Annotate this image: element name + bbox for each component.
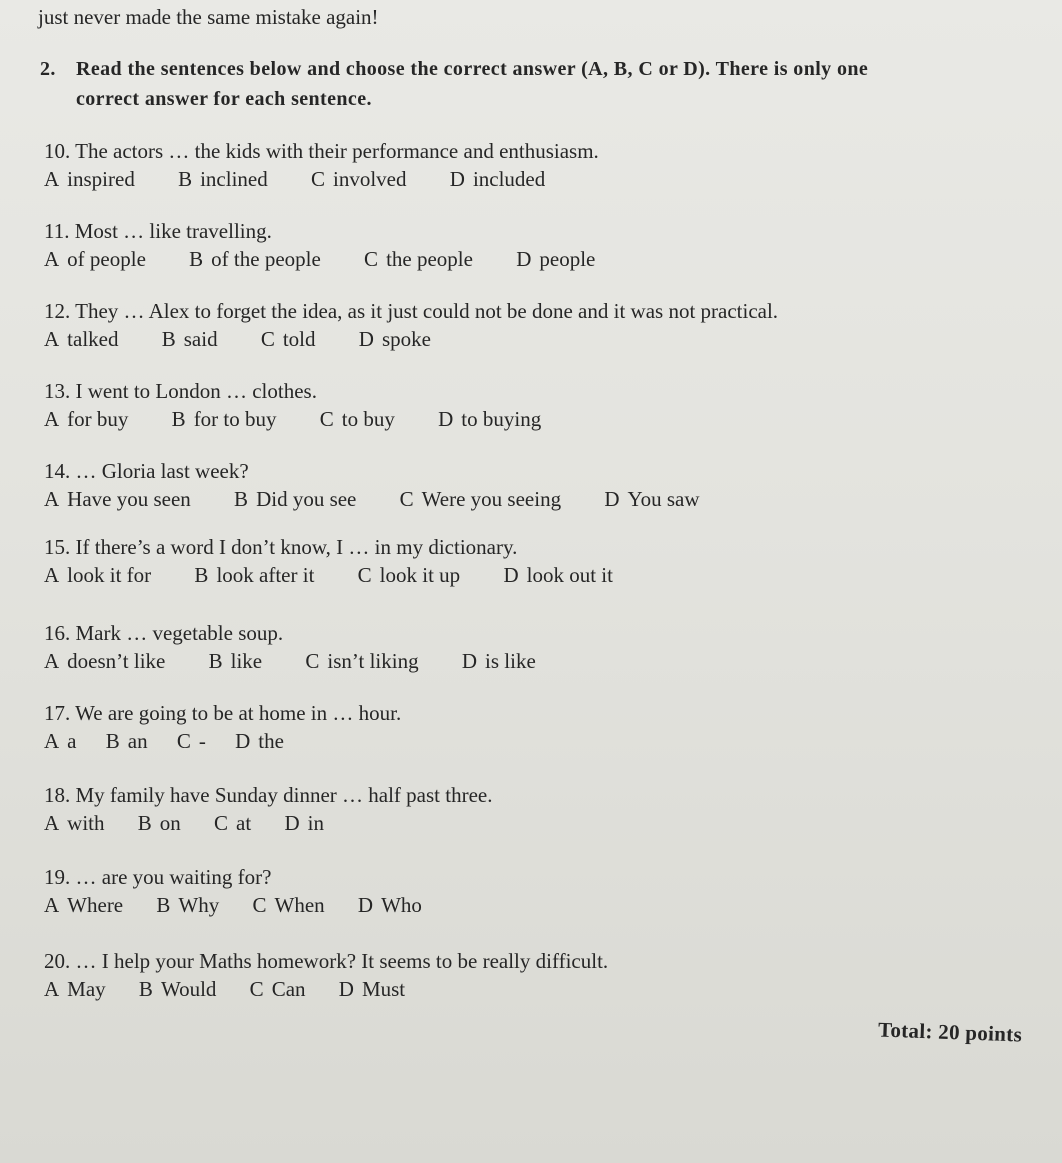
option-letter: B: [234, 487, 249, 511]
question-stem: [44, 138, 599, 164]
question-number: 20.: [44, 949, 71, 973]
option-text: Who: [381, 893, 422, 917]
option-letter: D: [461, 649, 478, 673]
option-letter: D: [357, 893, 374, 917]
option-d[interactable]: [339, 976, 405, 1002]
option-letter: A: [44, 893, 60, 917]
question-number: 11.: [44, 219, 70, 243]
question-13: [44, 378, 579, 432]
question-text: If there’s a word I don’t know, I … in my dictionary.: [75, 535, 518, 559]
option-a[interactable]: [44, 728, 77, 754]
total-points: Total: 20 points: [877, 1017, 1023, 1047]
option-text: -: [198, 729, 206, 753]
task-instruction-line2: correct answer for each sentence.: [76, 88, 372, 110]
option-d[interactable]: [438, 406, 541, 432]
option-text: of the people: [211, 247, 321, 271]
option-c[interactable]: [311, 166, 407, 192]
option-text: May: [67, 977, 106, 1001]
option-text: Did you see: [256, 487, 357, 511]
option-text: like: [230, 649, 263, 673]
question-number: 16.: [44, 621, 71, 645]
option-letter: D: [284, 811, 300, 835]
option-c[interactable]: [214, 810, 251, 836]
question-text: Most … like travelling.: [74, 219, 272, 243]
option-text: for to buy: [193, 407, 277, 431]
question-stem: [44, 534, 651, 560]
option-letter: B: [138, 977, 153, 1001]
option-letter: C: [399, 487, 414, 511]
option-letter: C: [260, 327, 275, 351]
option-letter: A: [44, 563, 60, 587]
question-number: 12.: [44, 299, 71, 323]
option-letter: B: [178, 167, 193, 191]
task-number: 2.: [40, 58, 56, 80]
option-letter: B: [156, 893, 171, 917]
option-letter: C: [364, 247, 379, 271]
option-letter: C: [214, 811, 229, 835]
option-d[interactable]: [235, 728, 284, 754]
option-letter: D: [235, 729, 251, 753]
option-letter: C: [311, 167, 326, 191]
option-text: look after it: [216, 563, 315, 587]
option-letter: B: [105, 729, 120, 753]
option-text: spoke: [381, 327, 431, 351]
option-letter: B: [171, 407, 186, 431]
option-letter: D: [503, 563, 519, 587]
question-18: [44, 782, 492, 836]
option-text: of people: [67, 247, 146, 271]
question-16: [44, 620, 574, 674]
option-text: isn’t liking: [327, 649, 419, 673]
option-letter: C: [319, 407, 334, 431]
option-text: Have you seen: [67, 487, 191, 511]
question-17: [44, 700, 401, 754]
option-letter: B: [194, 563, 209, 587]
question-stem: [44, 458, 738, 484]
option-d[interactable]: [450, 166, 545, 192]
option-text: at: [236, 811, 252, 835]
option-letter: A: [44, 729, 60, 753]
option-letter: B: [161, 327, 176, 351]
answer-options: [44, 728, 401, 754]
option-b[interactable]: [162, 326, 218, 352]
option-b[interactable]: [234, 486, 356, 512]
option-text: included: [472, 167, 546, 191]
option-a[interactable]: [44, 326, 118, 352]
option-a[interactable]: [44, 166, 135, 192]
question-stem: [44, 620, 574, 646]
option-d[interactable]: [516, 246, 595, 272]
question-text: … are you waiting for?: [75, 865, 272, 889]
question-stem: [44, 782, 492, 808]
option-letter: D: [338, 977, 354, 1001]
option-text: the people: [386, 247, 473, 271]
option-text: on: [159, 811, 181, 835]
option-text: Were you seeing: [421, 487, 562, 511]
option-text: involved: [333, 167, 407, 191]
question-text: The actors … the kids with their performance and enthusiasm.: [75, 139, 599, 163]
option-c[interactable]: [177, 728, 206, 754]
option-a[interactable]: [44, 486, 191, 512]
question-stem: [44, 298, 778, 324]
option-text: to buy: [341, 407, 395, 431]
option-text: told: [282, 327, 316, 351]
task-instruction-line1: [40, 56, 868, 82]
question-text: Mark … vegetable soup.: [75, 621, 284, 645]
option-text: talked: [67, 327, 119, 351]
question-text: We are going to be at home in … hour.: [75, 701, 402, 725]
option-text: a: [67, 729, 77, 753]
question-number: 19.: [44, 865, 71, 889]
option-text: Must: [361, 977, 406, 1001]
option-text: is like: [485, 649, 536, 673]
option-text: inspired: [67, 167, 135, 191]
question-stem: [44, 864, 460, 890]
option-a[interactable]: [44, 810, 105, 836]
option-c[interactable]: [400, 486, 561, 512]
question-number: 17.: [44, 701, 71, 725]
answer-options: [44, 166, 599, 192]
question-number: 10.: [44, 139, 71, 163]
option-d[interactable]: [604, 486, 699, 512]
option-letter: A: [44, 327, 60, 351]
option-letter: D: [438, 407, 454, 431]
option-letter: C: [357, 563, 372, 587]
option-text: with: [67, 811, 105, 835]
option-b[interactable]: [209, 648, 263, 674]
option-letter: D: [604, 487, 620, 511]
answer-options: [44, 326, 778, 352]
question-stem: [44, 700, 401, 726]
option-letter: A: [44, 247, 60, 271]
option-a[interactable]: [44, 246, 146, 272]
option-text: look it up: [379, 563, 461, 587]
option-text: look out it: [526, 563, 613, 587]
question-number: 15.: [44, 535, 71, 559]
answer-options: [44, 406, 579, 432]
question-stem: [44, 378, 579, 404]
question-text: They … Alex to forget the idea, as it just could not be done and it was not practical.: [75, 299, 779, 323]
answer-options: [44, 892, 460, 918]
option-b[interactable]: [178, 166, 268, 192]
option-text: to buying: [461, 407, 542, 431]
option-c[interactable]: [320, 406, 395, 432]
option-letter: D: [449, 167, 465, 191]
option-text: Can: [271, 977, 306, 1001]
option-letter: B: [208, 649, 223, 673]
option-b[interactable]: [189, 246, 321, 272]
option-a[interactable]: [44, 648, 165, 674]
question-15: [44, 534, 651, 588]
question-number: 18.: [44, 783, 71, 807]
option-a[interactable]: [44, 976, 106, 1002]
option-text: for buy: [67, 407, 129, 431]
option-text: people: [539, 247, 596, 271]
answer-options: [44, 648, 574, 674]
question-text: … Gloria last week?: [75, 459, 249, 483]
task-instruction-text-1: Read the sentences below and choose the correct answer (A, B, C or D). There is only one: [76, 58, 869, 80]
answer-options: [44, 246, 633, 272]
question-text: My family have Sunday dinner … half past three.: [75, 783, 493, 807]
option-text: Why: [178, 893, 220, 917]
question-14: [44, 458, 738, 512]
question-text: … I help your Maths homework? It seems to be really difficult.: [75, 949, 609, 973]
intro-line: just never made the same mistake again!: [38, 5, 379, 29]
option-b[interactable]: [156, 892, 219, 918]
option-c[interactable]: [364, 246, 473, 272]
question-text: I went to London … clothes.: [75, 379, 317, 403]
option-letter: D: [516, 247, 532, 271]
option-d[interactable]: [503, 562, 613, 588]
option-b[interactable]: [106, 728, 148, 754]
option-text: doesn’t like: [67, 649, 166, 673]
option-letter: A: [44, 977, 60, 1001]
option-letter: A: [44, 811, 60, 835]
option-letter: A: [44, 649, 60, 673]
option-text: When: [274, 893, 325, 917]
option-d[interactable]: [462, 648, 536, 674]
option-b[interactable]: [138, 810, 181, 836]
option-letter: B: [189, 247, 204, 271]
option-letter: A: [44, 487, 60, 511]
option-c[interactable]: [261, 326, 316, 352]
option-d[interactable]: [284, 810, 324, 836]
option-text: look it for: [67, 563, 152, 587]
option-b[interactable]: [172, 406, 277, 432]
option-text: Would: [160, 977, 217, 1001]
option-text: You saw: [627, 487, 700, 511]
option-a[interactable]: [44, 562, 151, 588]
option-letter: A: [44, 407, 60, 431]
question-11: [44, 218, 633, 272]
option-text: said: [183, 327, 218, 351]
option-letter: C: [249, 977, 264, 1001]
option-a[interactable]: [44, 892, 123, 918]
option-b[interactable]: [139, 976, 217, 1002]
question-number: 13.: [44, 379, 71, 403]
option-letter: C: [305, 649, 320, 673]
option-a[interactable]: [44, 406, 128, 432]
question-number: 14.: [44, 459, 71, 483]
question-stem: [44, 948, 608, 974]
option-c[interactable]: [305, 648, 418, 674]
option-letter: B: [137, 811, 152, 835]
option-c[interactable]: [358, 562, 461, 588]
option-text: an: [127, 729, 148, 753]
option-d[interactable]: [359, 326, 431, 352]
option-letter: C: [252, 893, 267, 917]
option-text: the: [258, 729, 284, 753]
option-d[interactable]: [358, 892, 422, 918]
answer-options: [44, 810, 492, 836]
option-text: in: [307, 811, 324, 835]
question-12: [44, 298, 778, 352]
option-b[interactable]: [194, 562, 314, 588]
answer-options: [44, 562, 651, 588]
option-text: Where: [67, 893, 124, 917]
option-text: inclined: [200, 167, 268, 191]
option-letter: D: [358, 327, 374, 351]
option-letter: A: [44, 167, 60, 191]
answer-options: [44, 976, 608, 1002]
question-19: [44, 864, 460, 918]
question-20: [44, 948, 608, 1002]
question-10: [44, 138, 599, 192]
option-c[interactable]: [252, 892, 324, 918]
question-stem: [44, 218, 633, 244]
option-c[interactable]: [250, 976, 306, 1002]
option-letter: C: [176, 729, 191, 753]
answer-options: [44, 486, 738, 512]
